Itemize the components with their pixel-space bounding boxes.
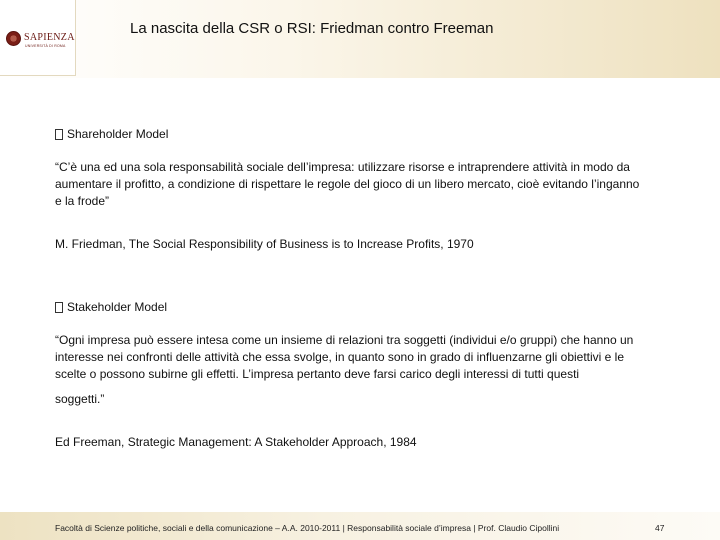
bullet-icon bbox=[55, 302, 63, 313]
shareholder-heading bbox=[55, 126, 645, 143]
stakeholder-citation: Ed Freeman, Strategic Management: A Stakeholder Approach, 1984 bbox=[55, 435, 417, 449]
stakeholder-quote-end: soggetti.” bbox=[55, 392, 105, 406]
bullet-icon bbox=[55, 129, 63, 140]
footer-text: Facoltà di Scienze politiche, sociali e della comunicazione – A.A. 2010-2011 | Responsabilità sociale d’impresa | Prof. Claudio Cipollini bbox=[55, 523, 560, 533]
shareholder-quote: “C’è una ed una sola responsabilità sociale dell’impresa: utilizzare risorse e intraprendere attività in modo da aumentare il profitto, a condizione di rispettare le regole del gioco di un libero mercato, cioè evitando l’inganno e la frode” bbox=[55, 160, 640, 208]
university-logo bbox=[0, 0, 76, 76]
logo-wordmark: SAPIENZA bbox=[24, 32, 75, 43]
shareholder-heading-text: Shareholder Model bbox=[67, 127, 169, 141]
stakeholder-heading bbox=[55, 299, 645, 316]
stakeholder-quote: “Ogni impresa può essere intesa come un insieme di relazioni tra soggetti (individui e/o gruppi) che hanno un interesse nei confronti delle attività che essa svolge, in quanto sono in grado di influenzarne gli obiettivi e le scelte o possono subirne gli effetti. L’impresa pertanto deve farsi carico degli interessi di tutti questi bbox=[55, 333, 634, 381]
header-band bbox=[0, 0, 720, 78]
page-title: La nascita della CSR o RSI: Friedman contro Freeman bbox=[130, 20, 494, 37]
logo-subtitle: UNIVERSITÀ DI ROMA bbox=[25, 44, 66, 48]
stakeholder-heading-text: Stakeholder Model bbox=[67, 300, 168, 314]
shareholder-citation: M. Friedman, The Social Responsibility of Business is to Increase Profits, 1970 bbox=[55, 237, 474, 251]
page-number: 47 bbox=[655, 523, 665, 533]
seal-icon bbox=[6, 31, 21, 46]
slide-content bbox=[55, 126, 645, 451]
